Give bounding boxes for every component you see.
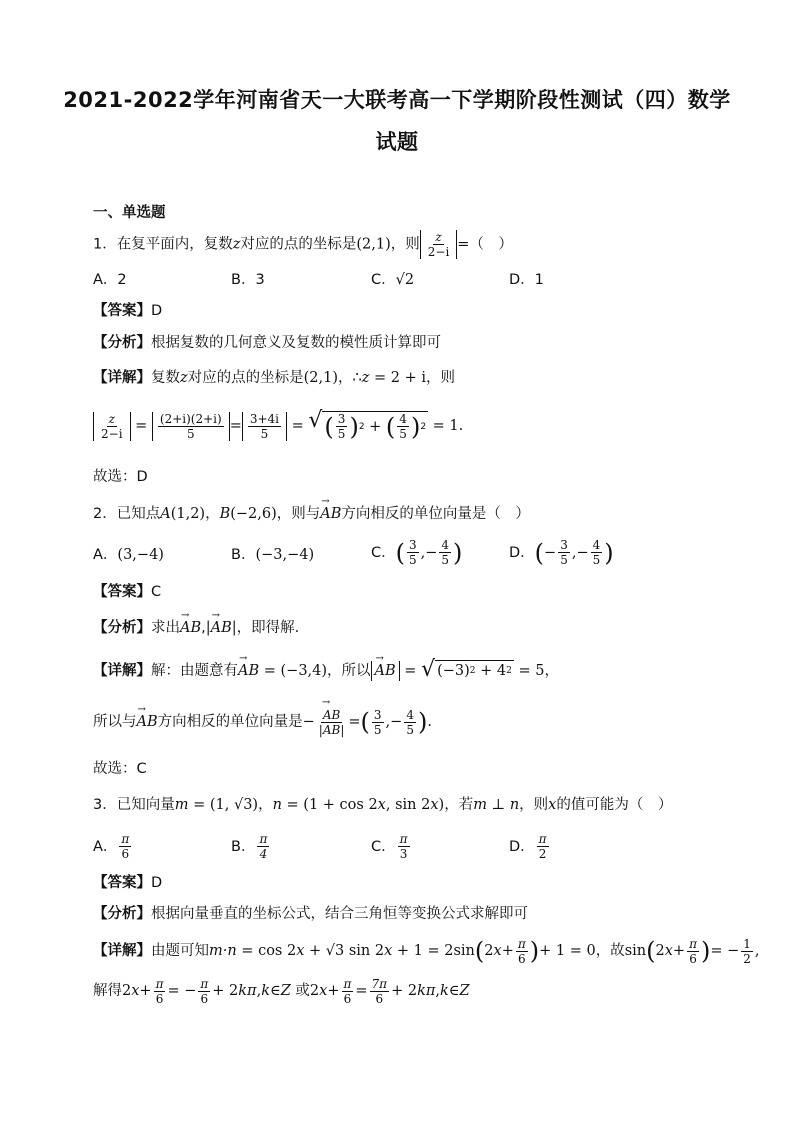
q3-option-a: A． $\frac{\pi}{6}$ [93, 832, 130, 861]
document-title-line2: 试题 [375, 130, 419, 154]
q2-option-b: B．(−3,−4) [231, 547, 315, 563]
section-heading: 一、单选题 [93, 205, 166, 221]
q2-option-c: C． ( $\frac{3}{5}$ ,− $\frac{4}{5}$ ) [371, 538, 463, 567]
q3-stem: 3．已知向量m = (1, √3)，n = (1 + cos 2x, sin 2x)，若m ⊥ n，则x的值可能为（ ） [93, 797, 673, 813]
document-title-line1: 2021-2022学年河南省天一大联考高一下学期阶段性测试（四）数学 [63, 88, 731, 112]
q1-option-b: B．3 [231, 272, 265, 288]
q2-stem: 2．已知点A(1,2)，B(−2,6)，则与→ AB方向相反的单位向量是（ ） [93, 504, 530, 524]
q1-analysis: 【分析】根据复数的几何意义及复数的模性质计算即可 [93, 335, 441, 351]
q1-option-c: C．√2 [371, 272, 415, 288]
q3-option-c: C． $\frac{\pi}{3}$ [371, 832, 408, 861]
q2-detail-line2: 所以与 → AB 方向相反的单位向量是 − → $\frac{AB}{|AB|}$ = ( $\frac{3}{5}$ ,− $\frac{4}{5}$ ) . [93, 705, 432, 739]
q2-option-d: D． ( − $\frac{3}{5}$ ,− $\frac{4}{5}$ ) [509, 538, 614, 567]
q3-option-d: D． $\frac{\pi}{2}$ [509, 832, 547, 861]
q3-answer: 【答案】D [93, 875, 163, 891]
q3-analysis: 【分析】根据向量垂直的坐标公式，结合三角恒等变换公式求解即可 [93, 906, 528, 922]
q1-detail: 【详解】复数z对应的点的坐标是(2,1)，∴z = 2 + i，则 [93, 370, 455, 386]
q2-answer: 【答案】C [93, 584, 162, 600]
q1-stem: 1．在复平面内，复数z对应的点的坐标是(2,1)，则 $\frac{z}{2-i}$ =（ ） [93, 230, 513, 259]
q1-answer: 【答案】D [93, 303, 163, 319]
q3-detail: 【详解】 由题可知 m·n = cos 2 x + √3 sin 2 x + 1 = 2sin ( 2 x + $\frac{\pi}{6}$ ) + 1 = 0 ，故 sin ( 2 x + $\frac{\pi}{6}$ ) = − $\frac{1}{2}$ , [93, 936, 760, 966]
q2-analysis: 【分析】求出→ AB,|→ AB|，即得解. [93, 618, 299, 638]
q1-option-d: D．1 [509, 272, 544, 288]
q3-solve: 解得 2 x + $\frac{\pi}{6}$ = − $\frac{\pi}{6}$ + 2 kπ , k ∈ Z 或 2 x + $\frac{\pi}{6}$ = $\frac{7\pi}{6}$ + 2 kπ , k ∈ Z [93, 976, 470, 1006]
q2-conclusion: 故选：C [93, 761, 147, 777]
q2-detail: 【详解】 解：由题意有 → AB = (−3,4) ，所以 → AB = √ (−3) 2 + 4 2 = 5 ， [93, 660, 559, 681]
q3-option-b: B． $\frac{\pi}{4}$ [231, 832, 268, 861]
q2-option-a: A．(3,−4) [93, 547, 164, 563]
q1-option-a: A．2 [93, 272, 127, 288]
q1-conclusion: 故选：D [93, 469, 148, 485]
q1-detail-equation: $\frac{z}{2-i}$ = $\frac{(2+i)(2+i)}{5}$ = $\frac{3+4i}{5}$ = √ ( $\frac{3}{5}$ ) 2 + ( $\frac{4}{5}$ ) 2 = 1. [93, 406, 463, 446]
